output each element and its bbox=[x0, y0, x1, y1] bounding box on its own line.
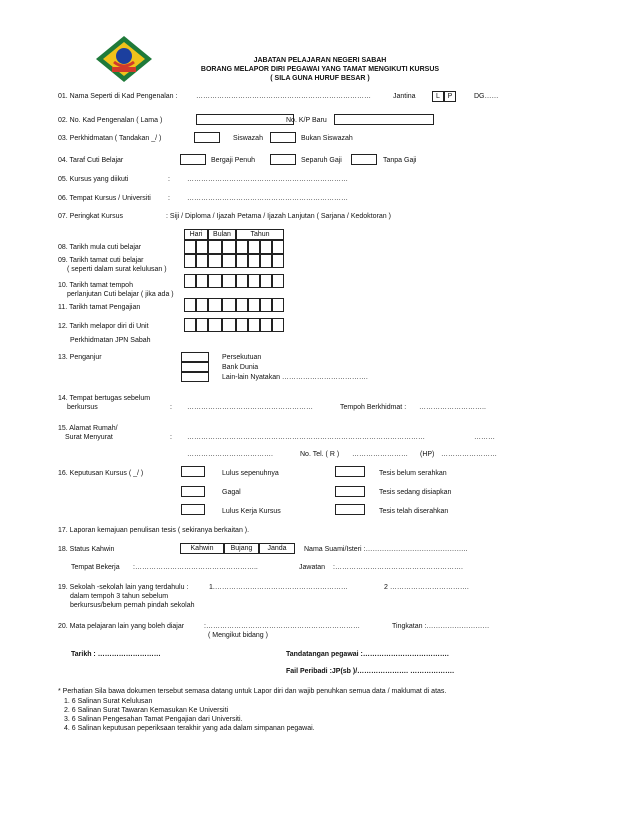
f02-label: 02. No. Kad Pengenalan ( Lama ) bbox=[58, 117, 163, 124]
date-cell[interactable] bbox=[222, 240, 236, 254]
tingkatan-field[interactable]: Tingkatan :……………………… bbox=[392, 623, 490, 630]
f19-label3: berkursus/belum pernah pindah sekolah bbox=[70, 602, 195, 609]
suami-field[interactable]: Nama Suami/Isteri :…………………………………….. bbox=[304, 546, 468, 553]
date-cell[interactable] bbox=[236, 318, 248, 332]
f06-colon: : bbox=[168, 195, 170, 202]
f12-label: 12. Tarikh melapor diri di Unit bbox=[58, 323, 149, 330]
tesis-telah-checkbox[interactable] bbox=[335, 504, 365, 515]
lulus-kerja-checkbox[interactable] bbox=[181, 504, 205, 515]
bujang-option[interactable]: Bujang bbox=[224, 543, 259, 554]
f01-jantina-label: Jantina bbox=[393, 93, 416, 100]
date-cell[interactable] bbox=[184, 274, 196, 288]
f01-name-field[interactable]: ………………………………………………………………… bbox=[196, 93, 371, 100]
date-cell[interactable] bbox=[196, 318, 208, 332]
fail-peribadi-field[interactable]: Fail Peribadi :JP(sb )/…………………. ………………. bbox=[286, 668, 455, 675]
date-cell[interactable] bbox=[272, 298, 284, 312]
f07-label: 07. Peringkat Kursus bbox=[58, 213, 123, 220]
f19-label: 19. Sekolah -sekolah lain yang terdahulu : bbox=[58, 584, 189, 591]
f14-label: 14. Tempat bertugas sebelum bbox=[58, 395, 151, 402]
date-cell[interactable] bbox=[248, 240, 260, 254]
date-cell[interactable] bbox=[196, 274, 208, 288]
gender-l-box[interactable]: L bbox=[432, 91, 444, 102]
siswazah-checkbox[interactable] bbox=[194, 132, 220, 143]
f02-baru-label: No. K/P Baru bbox=[286, 117, 327, 124]
tempoh-field[interactable]: ……………………….. bbox=[419, 404, 486, 411]
f07-value: : Siji / Diploma / Ijazah Petama / Ijazah Lanjutan ( Sarjana / Kedoktoran ) bbox=[166, 213, 391, 220]
date-cell[interactable] bbox=[260, 274, 272, 288]
f08-label: 08. Tarikh mula cuti belajar bbox=[58, 244, 142, 251]
date-cell[interactable] bbox=[272, 318, 284, 332]
date-cell[interactable] bbox=[222, 254, 236, 268]
f04-opt3: Tanpa Gaji bbox=[383, 157, 417, 164]
f13-opt1: Persekutuan bbox=[222, 354, 262, 361]
f12-label2: Perkhidmatan JPN Sabah bbox=[70, 337, 151, 344]
f20-label: 20. Mata pelajaran lain yang boleh diajar bbox=[58, 623, 185, 630]
f15-label2: Surat Menyurat bbox=[65, 434, 113, 441]
footer-item: 3. 6 Salinan Pengesahan Tamat Pengajian dari Universiti. bbox=[64, 716, 243, 723]
hp-label: (HP) bbox=[420, 451, 435, 458]
date-cell[interactable] bbox=[184, 240, 196, 254]
date-cell[interactable] bbox=[260, 240, 272, 254]
date-cell[interactable] bbox=[248, 274, 260, 288]
f14-colon: : bbox=[170, 404, 172, 411]
date-cell[interactable] bbox=[236, 298, 248, 312]
date-cell[interactable] bbox=[196, 298, 208, 312]
tempat-bertugas-field[interactable]: ……………………………………………… bbox=[187, 404, 313, 411]
date-cell[interactable] bbox=[236, 274, 248, 288]
footer-item: 2. 6 Salinan Surat Tawaran Kemasukan Ke Universiti bbox=[64, 707, 229, 714]
f11-label: 11. Tarikh tamat Pengajian bbox=[58, 304, 141, 311]
f01-label: 01. Nama Seperti di Kad Pengenalan : bbox=[58, 93, 178, 100]
tel-label: No. Tel. ( R ) bbox=[300, 451, 340, 458]
f05-colon: : bbox=[168, 176, 170, 183]
persekutuan-checkbox[interactable] bbox=[181, 352, 209, 362]
date-cell[interactable] bbox=[222, 318, 236, 332]
header-note: ( SILA GUNA HURUF BESAR ) bbox=[270, 75, 370, 82]
f15-colon: : bbox=[170, 434, 172, 441]
date-cell[interactable] bbox=[248, 254, 260, 268]
f10-label: 10. Tarikh tamat tempoh bbox=[58, 282, 133, 289]
f16-label: 16. Keputusan Kursus ( _/ ) bbox=[58, 470, 144, 477]
footer-item: 4. 6 Salinan keputusan peperiksaan terakhir yang ada dalam simpanan pegawai. bbox=[64, 725, 315, 732]
date-cell[interactable] bbox=[196, 254, 208, 268]
f16-opt3: Lulus Kerja Kursus bbox=[222, 508, 281, 515]
date-cell[interactable] bbox=[272, 240, 284, 254]
hari-header: Hari bbox=[184, 229, 208, 240]
tarikh-field[interactable]: Tarikh : ……………………… bbox=[71, 651, 161, 658]
f13-opt3[interactable]: Lain-lain Nyatakan ………………………………. bbox=[222, 374, 368, 381]
tempat-bekerja-field[interactable]: :…………………………………………….. bbox=[133, 564, 258, 571]
f16-opt4: Tesis belum serahkan bbox=[379, 470, 447, 477]
f13-label: 13. Penganjur bbox=[58, 354, 102, 361]
tandatangan-field[interactable]: Tandatangan pegawai :………………………………. bbox=[286, 651, 449, 658]
date-cell[interactable] bbox=[260, 318, 272, 332]
date-cell[interactable] bbox=[272, 254, 284, 268]
date-cell[interactable] bbox=[196, 240, 208, 254]
date-cell[interactable] bbox=[260, 298, 272, 312]
janda-option[interactable]: Janda bbox=[259, 543, 295, 554]
f16-opt1: Lulus sepenuhnya bbox=[222, 470, 279, 477]
sekolah-2-field[interactable]: 2 ……………………………. bbox=[384, 584, 469, 591]
tesis-sedang-checkbox[interactable] bbox=[335, 486, 365, 497]
f17-label: 17. Laporan kemajuan penulisan tesis ( sekiranya berkaitan ). bbox=[58, 527, 250, 534]
f03-opt2: Bukan Siswazah bbox=[301, 135, 353, 142]
f18-label: 18. Status Kahwin bbox=[58, 546, 115, 553]
lain-lain-checkbox[interactable] bbox=[181, 372, 209, 382]
tahun-header: Tahun bbox=[236, 229, 284, 240]
alamat-field-2[interactable]: ………………………………. bbox=[187, 451, 273, 458]
bukan-siswazah-checkbox[interactable] bbox=[270, 132, 296, 143]
gender-p-box[interactable]: P bbox=[444, 91, 456, 102]
alamat-field[interactable]: ………………………………………………………………………………………… bbox=[187, 434, 425, 441]
f13-opt2: Bank Dunia bbox=[222, 364, 259, 371]
bergaji-penuh-checkbox[interactable] bbox=[180, 154, 206, 165]
date-cell[interactable] bbox=[184, 318, 196, 332]
kahwin-option[interactable]: Kahwin bbox=[180, 543, 224, 554]
f09-label: 09. Tarikh tamat cuti belajar bbox=[58, 257, 144, 264]
f03-label: 03. Perkhidmatan ( Tandakan _/ ) bbox=[58, 135, 162, 142]
date-cell[interactable] bbox=[208, 274, 222, 288]
footer-item: 1. 6 Salinan Surat Kelulusan bbox=[64, 698, 153, 705]
date-cell[interactable] bbox=[260, 254, 272, 268]
f16-opt2: Gagal bbox=[222, 489, 241, 496]
date-cell[interactable] bbox=[184, 298, 196, 312]
header-subtitle: BORANG MELAPOR DIRI PEGAWAI YANG TAMAT MENGIKUTI KURSUS bbox=[200, 66, 440, 73]
hp-field[interactable]: …………………… bbox=[441, 451, 497, 458]
header-title: JABATAN PELAJARAN NEGERI SABAH bbox=[253, 57, 387, 64]
kursus-field[interactable]: …………………………………………………………… bbox=[187, 176, 348, 183]
f01-dg-field[interactable]: DG…… bbox=[474, 93, 499, 100]
date-cell[interactable] bbox=[236, 254, 248, 268]
ic-baru-field[interactable] bbox=[334, 114, 434, 125]
f19-label2: dalam tempoh 3 tahun sebelum bbox=[70, 593, 169, 600]
date-cell[interactable] bbox=[248, 318, 260, 332]
date-cell[interactable] bbox=[248, 298, 260, 312]
date-cell[interactable] bbox=[208, 318, 222, 332]
date-cell[interactable] bbox=[208, 240, 222, 254]
f03-opt1: Siswazah bbox=[233, 135, 263, 142]
f04-label: 04. Taraf Cuti Belajar bbox=[58, 157, 124, 164]
f14-label2: berkursus bbox=[67, 404, 98, 411]
f15-label: 15. Alamat Rumah/ bbox=[58, 425, 118, 432]
lulus-sepenuhnya-checkbox[interactable] bbox=[181, 466, 205, 477]
date-cell[interactable] bbox=[208, 254, 222, 268]
tel-field[interactable]: …………………… bbox=[352, 451, 408, 458]
separuh-gaji-checkbox[interactable] bbox=[270, 154, 296, 165]
sekolah-1-field[interactable]: 1.………………………………………………… bbox=[209, 584, 348, 591]
date-cell[interactable] bbox=[272, 274, 284, 288]
sabah-logo-icon bbox=[94, 34, 154, 84]
bulan-header: Bulan bbox=[208, 229, 236, 240]
f09-label2: ( seperti dalam surat kelulusan ) bbox=[67, 266, 167, 273]
universiti-field[interactable]: …………………………………………………………… bbox=[187, 195, 348, 202]
date-cell[interactable] bbox=[222, 274, 236, 288]
date-cell[interactable] bbox=[236, 240, 248, 254]
mata-pelajaran-field[interactable]: :………………………………………………………… bbox=[204, 623, 360, 630]
gagal-checkbox[interactable] bbox=[181, 486, 205, 497]
f16-opt5: Tesis sedang disiapkan bbox=[379, 489, 452, 496]
f16-opt6: Tesis telah diserahkan bbox=[379, 508, 449, 515]
f05-label: 05. Kursus yang diikuti bbox=[58, 176, 129, 183]
f04-opt1: Bergaji Penuh bbox=[211, 157, 255, 164]
tempoh-label: Tempoh Berkhidmat : bbox=[340, 404, 407, 411]
f04-opt2: Separuh Gaji bbox=[301, 157, 342, 164]
bank-dunia-checkbox[interactable] bbox=[181, 362, 209, 372]
tanpa-gaji-checkbox[interactable] bbox=[351, 154, 377, 165]
tempat-bekerja-label: Tempat Bekerja bbox=[71, 564, 120, 571]
jawatan-label: Jawatan bbox=[299, 564, 326, 571]
footer-note: * Perhatian Sila bawa dokumen tersebut semasa datang untuk Lapor diri dan wajib penuhkan semua data / maklumat di atas. bbox=[58, 688, 447, 695]
f06-label: 06. Tempat Kursus / Universiti bbox=[58, 195, 151, 202]
ic-lama-field[interactable] bbox=[196, 114, 294, 125]
date-cell[interactable] bbox=[208, 298, 222, 312]
jawatan-field[interactable]: :………………………………………………. bbox=[333, 564, 463, 571]
f20-note: ( Mengikut bidang ) bbox=[208, 632, 268, 639]
tesis-belum-checkbox[interactable] bbox=[335, 466, 365, 477]
date-cell[interactable] bbox=[184, 254, 196, 268]
date-cell[interactable] bbox=[222, 298, 236, 312]
alamat-field-end[interactable]: ……… bbox=[474, 434, 495, 441]
f10-label2: perlanjutan Cuti belajar ( jika ada ) bbox=[67, 291, 174, 298]
